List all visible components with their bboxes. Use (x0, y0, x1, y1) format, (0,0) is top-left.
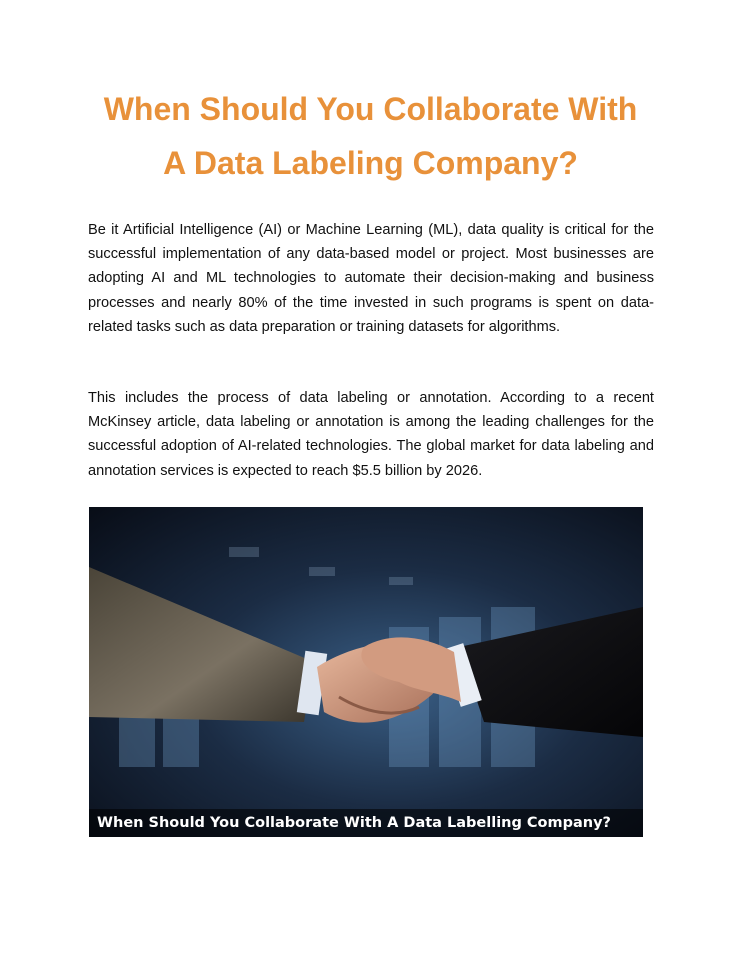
handshake-image (89, 507, 643, 837)
image-caption: When Should You Collaborate With A Data Labelling Company? (97, 815, 611, 831)
title-line-1: When Should You Collaborate With (103, 91, 638, 127)
paragraph-1: Be it Artificial Intelligence (AI) or Machine Learning (ML), data quality is critical for the successful implementation of any data-based model or project. Most businesses are adopting AI and ML technologies to automate their decision-making and business processes and nearly 80% of the time invested in such programs is spent on data-related tasks such as data preparation or training datasets for algorithms. (88, 222, 654, 335)
title-line-2: A Data Labeling Company? (163, 145, 578, 181)
page-title (60, 82, 681, 190)
paragraph-2: This includes the process of data labeling or annotation. According to a recent McKinsey article, data labeling or annotation is among the leading challenges for the successful adoption of AI-related technologies. The global market for data labeling and annotation services is expected to reach $5.5 billion by 2026. (88, 390, 654, 479)
handshake-illustration (89, 507, 643, 837)
